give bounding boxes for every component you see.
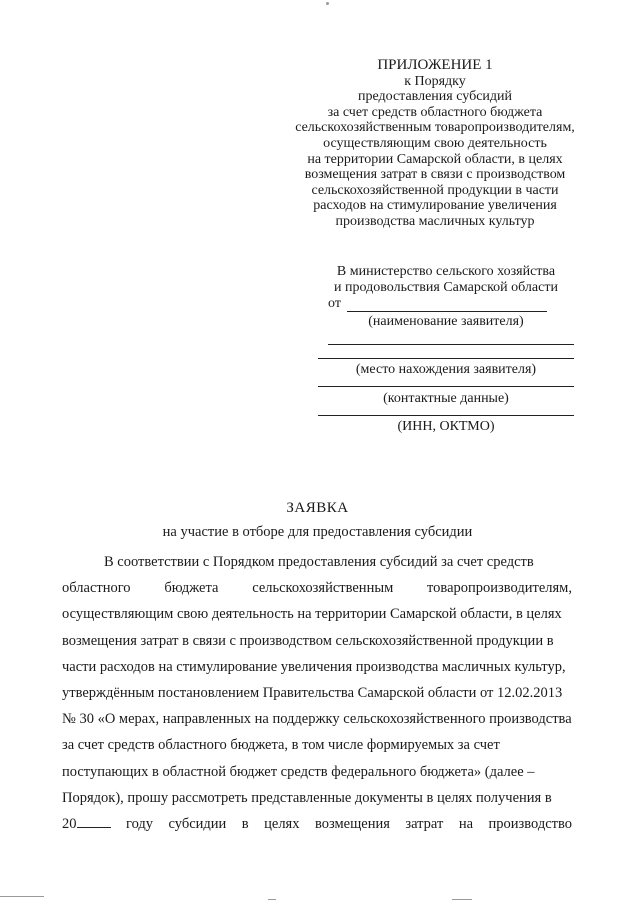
word: целях [264, 816, 300, 833]
inn-caption: (ИНН, ОКТМО) [397, 419, 495, 434]
word: году [125, 816, 154, 833]
word: возмещения [314, 816, 390, 833]
word: затрат [405, 816, 444, 833]
paragraph-line: В соответствии с Порядком предоставления субсидий за счет средств [104, 554, 534, 570]
word: в [241, 816, 249, 833]
annex-line: осуществляющим свою деятельность [323, 135, 547, 151]
paragraph-line: осуществляющим свою деятельность на территории Самарской области, в целях [62, 606, 562, 623]
scan-artifact [0, 896, 44, 897]
annex-line: сельскохозяйственной продукции в части [311, 182, 559, 198]
word: субсидии [168, 816, 227, 833]
word: на [458, 816, 474, 833]
scan-artifact [268, 899, 276, 900]
annex-line: на территории Самарской области, в целях [307, 151, 563, 167]
scan-artifact [326, 2, 329, 5]
contacts-caption: (контактные данные) [383, 391, 509, 406]
scan-artifact [452, 899, 472, 900]
year-prefix: 20 [62, 816, 77, 833]
paragraph-line: Порядок), прошу рассмотреть представленные документы в целях получения в [62, 789, 552, 806]
location-caption: (место нахождения заявителя) [355, 362, 537, 377]
annex-line: предоставления субсидий [357, 89, 513, 105]
paragraph-line: за счет средств областного бюджета, в том числе формируемых за счет [62, 737, 500, 754]
from-row [328, 296, 574, 312]
annex-line: за счет средств областного бюджета [327, 104, 543, 120]
word: товаропроизводителям, [427, 580, 572, 597]
paragraph-line: утверждённым постановлением Правительства Самарской области от 12.02.2013 [62, 685, 563, 702]
annex-line: сельскохозяйственным товаропроизводителям, [295, 120, 575, 136]
word: производство [488, 816, 572, 833]
paragraph-line-justified [62, 575, 572, 601]
from-label: от [328, 296, 341, 311]
word: бюджета [164, 580, 219, 597]
paragraph-line: возмещения затрат в связи с производством сельскохозяйственной продукции в [62, 632, 554, 649]
paragraph-line-justified [62, 811, 572, 837]
paragraph-line: № 30 «О мерах, направленных на поддержку сельскохозяйственного производства [62, 711, 572, 728]
location-field-line-1[interactable] [328, 344, 574, 345]
location-field-line-2[interactable] [318, 358, 574, 359]
addressee-line: В министерство сельского хозяйства [336, 264, 556, 279]
annex-title: ПРИЛОЖЕНИЕ 1 [377, 57, 493, 73]
addressee-block [318, 264, 574, 435]
annex-line: производства масличных культур [335, 213, 535, 229]
paragraph-line: части расходов на стимулирование увеличения производства масличных культур, [62, 658, 566, 675]
document-heading: ЗАЯВКА [286, 500, 349, 516]
document-subheading: на участие в отборе для предоставления субсидии [162, 524, 473, 540]
applicant-name-field[interactable] [347, 299, 547, 312]
word: областного [62, 580, 131, 597]
paragraph-line: поступающих в областной бюджет средств федерального бюджета» (далее – [62, 763, 535, 780]
annex-line: к Порядку [404, 73, 466, 89]
annex-line: расходов на стимулирование увеличения [313, 198, 557, 214]
year-group [62, 811, 111, 837]
year-blank-field[interactable] [77, 815, 111, 828]
annex-header [285, 58, 585, 230]
inn-field-line[interactable] [318, 415, 574, 416]
contacts-field-line[interactable] [318, 386, 574, 387]
annex-line: возмещения затрат в связи с производством [304, 167, 566, 183]
applicant-name-caption: (наименование заявителя) [368, 314, 524, 329]
word: сельскохозяйственным [252, 580, 394, 597]
application-body [62, 549, 572, 837]
addressee-line: и продовольствия Самарской области [334, 280, 558, 295]
